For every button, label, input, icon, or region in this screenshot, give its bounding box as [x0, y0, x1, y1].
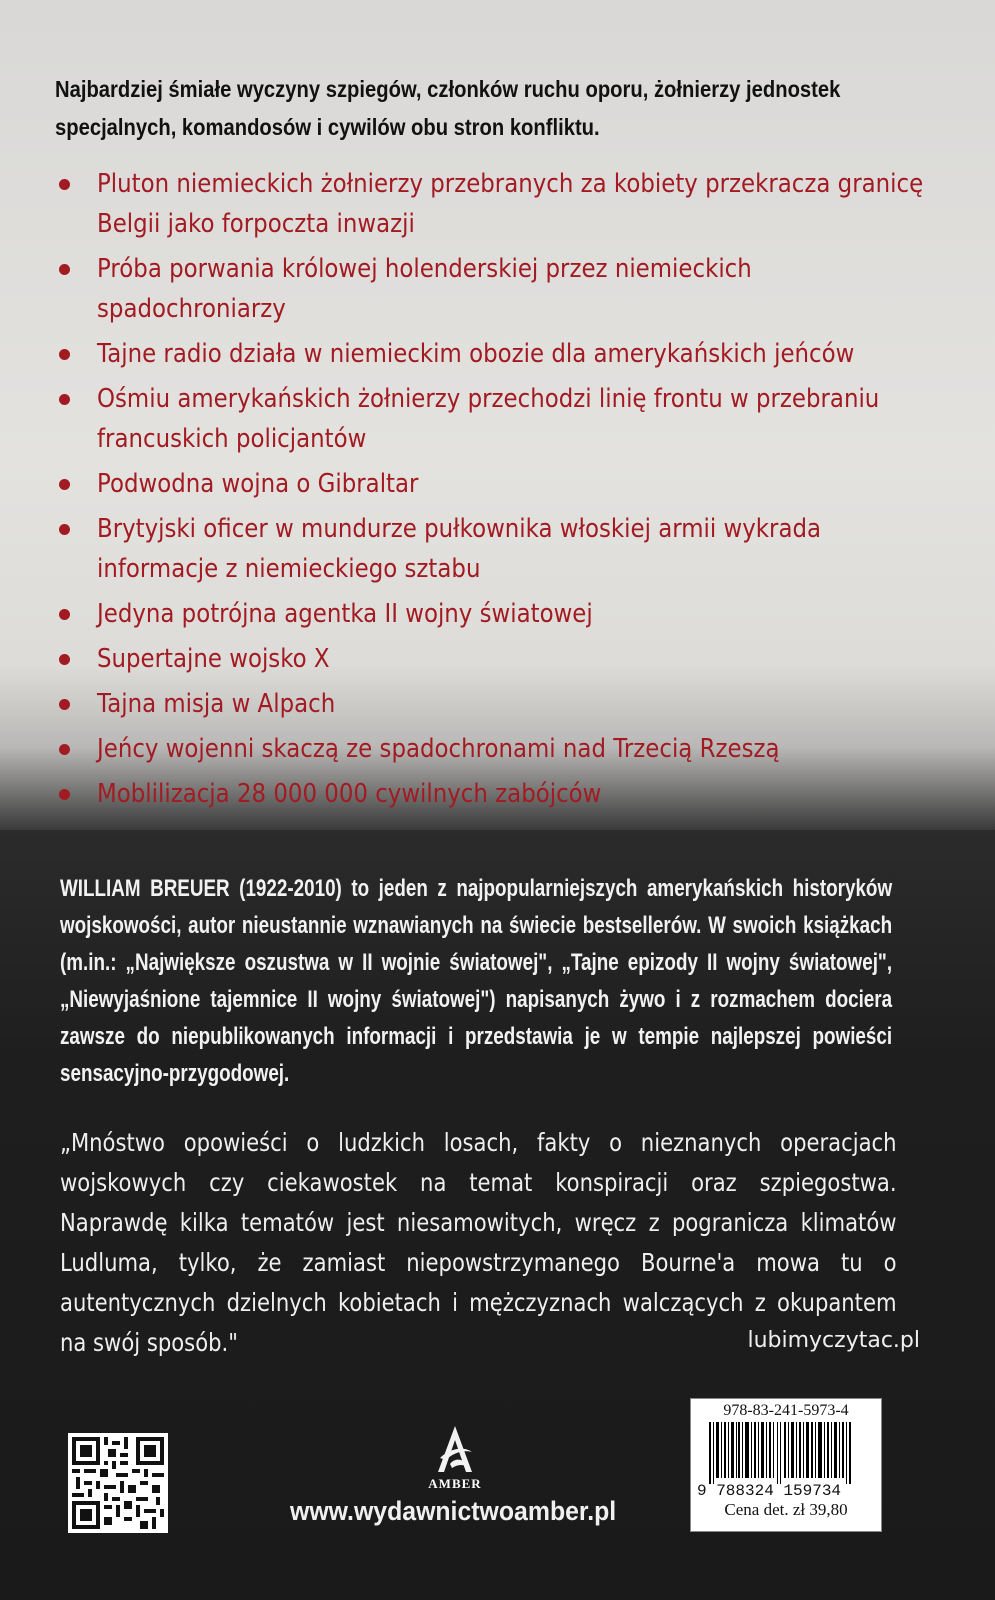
bullet-icon — [59, 744, 70, 755]
review-quote: „Mnóstwo opowieści o ludzkich losach, fakty o nieznanych operacjach wojskowych czy ciekawostek na temat konspiracji oraz szpiegostwa. Naprawdę kilka tematów jest niesamowitych, wręcz z pogranicza klimatów Ludluma, tylko, że zamiast niepowstrzymanego Bourne'a mowa tu o autentycznych dzielnych kobietach i mężczyznach walczących z okupantem na swój sposób." — [60, 1128, 897, 1357]
list-item: Moblilizacja 28 000 000 cywilnych zabójców — [55, 774, 935, 814]
bullet-icon — [59, 654, 70, 665]
bullet-icon — [59, 479, 70, 490]
list-item: Ośmiu amerykańskich żołnierzy przechodzi linię frontu w przebraniu francuskich policjantów — [55, 379, 935, 459]
intro-text: Najbardziej śmiałe wyczyny szpiegów, członków ruchu oporu, żołnierzy jednostek specjalnych, komandosów i cywilów obu stron konfliktu. — [55, 76, 841, 140]
barcode-icon — [707, 1422, 857, 1484]
list-item: Supertajne wojsko X — [55, 639, 935, 679]
bullet-icon — [59, 524, 70, 535]
bullet-icon — [59, 264, 70, 275]
isbn-barcode-box — [690, 1398, 882, 1532]
list-item: Pluton niemieckich żołnierzy przebranych za kobiety przekracza granicę Belgii jako forpoczta inwazji — [55, 164, 935, 244]
list-item: Brytyjski oficer w mundurze pułkownika włoskiej armii wykrada informacje z niemieckiego sztabu — [55, 509, 935, 589]
quote-source: lubimyczytac.pl — [747, 1328, 920, 1353]
list-item: Jedyna potrójna agentka II wojny światowej — [55, 594, 935, 634]
publisher-logo — [420, 1424, 490, 1494]
list-item: Tajne radio działa w niemieckim obozie dla amerykańskich jeńców — [55, 334, 935, 374]
list-item: Próba porwania królowej holenderskiej przez niemieckich spadochroniarzy — [55, 249, 935, 329]
qr-code-icon[interactable] — [68, 1433, 168, 1533]
amber-logo-icon — [420, 1424, 490, 1476]
bullet-icon — [59, 699, 70, 710]
bullet-icon — [59, 349, 70, 360]
qr-code-graphic — [72, 1437, 164, 1529]
list-item: Jeńcy wojenni skaczą ze spadochronami nad Trzecią Rzeszą — [55, 729, 935, 769]
barcode-digits: 9 788324 159734 — [697, 1482, 842, 1500]
feature-list — [55, 164, 935, 819]
list-item: Tajna misja w Alpach — [55, 684, 935, 724]
isbn-number: 978-83-241-5973-4 — [723, 1402, 849, 1419]
publisher-name: AMBER — [428, 1476, 482, 1491]
price-label: Cena det. zł 39,80 — [724, 1500, 848, 1519]
bullet-icon — [59, 179, 70, 190]
author-bio: WILLIAM BREUER (1922-2010) to jeden z najpopularniejszych amerykańskich historyków wojskowości, autor nieustannie wznawianych na świecie bestsellerów. W swoich książkach (m.in.: „Największe oszustwa w II wojnie światowej", „Tajne epizody II wojny światowej", „Niewyjaśnione tajemnice II wojny światowej") napisanych żywo i z rozmachem dociera zawsze do niepublikowanych informacji i przedstawia je w tempie najlepszej powieści sensacyjno-przygodowej. — [60, 875, 893, 1087]
bullet-icon — [59, 789, 70, 800]
list-item: Podwodna wojna o Gibraltar — [55, 464, 935, 504]
bullet-icon — [59, 394, 70, 405]
publisher-website-link[interactable]: www.wydawnictwoamber.pl — [290, 1496, 617, 1526]
bullet-icon — [59, 609, 70, 620]
